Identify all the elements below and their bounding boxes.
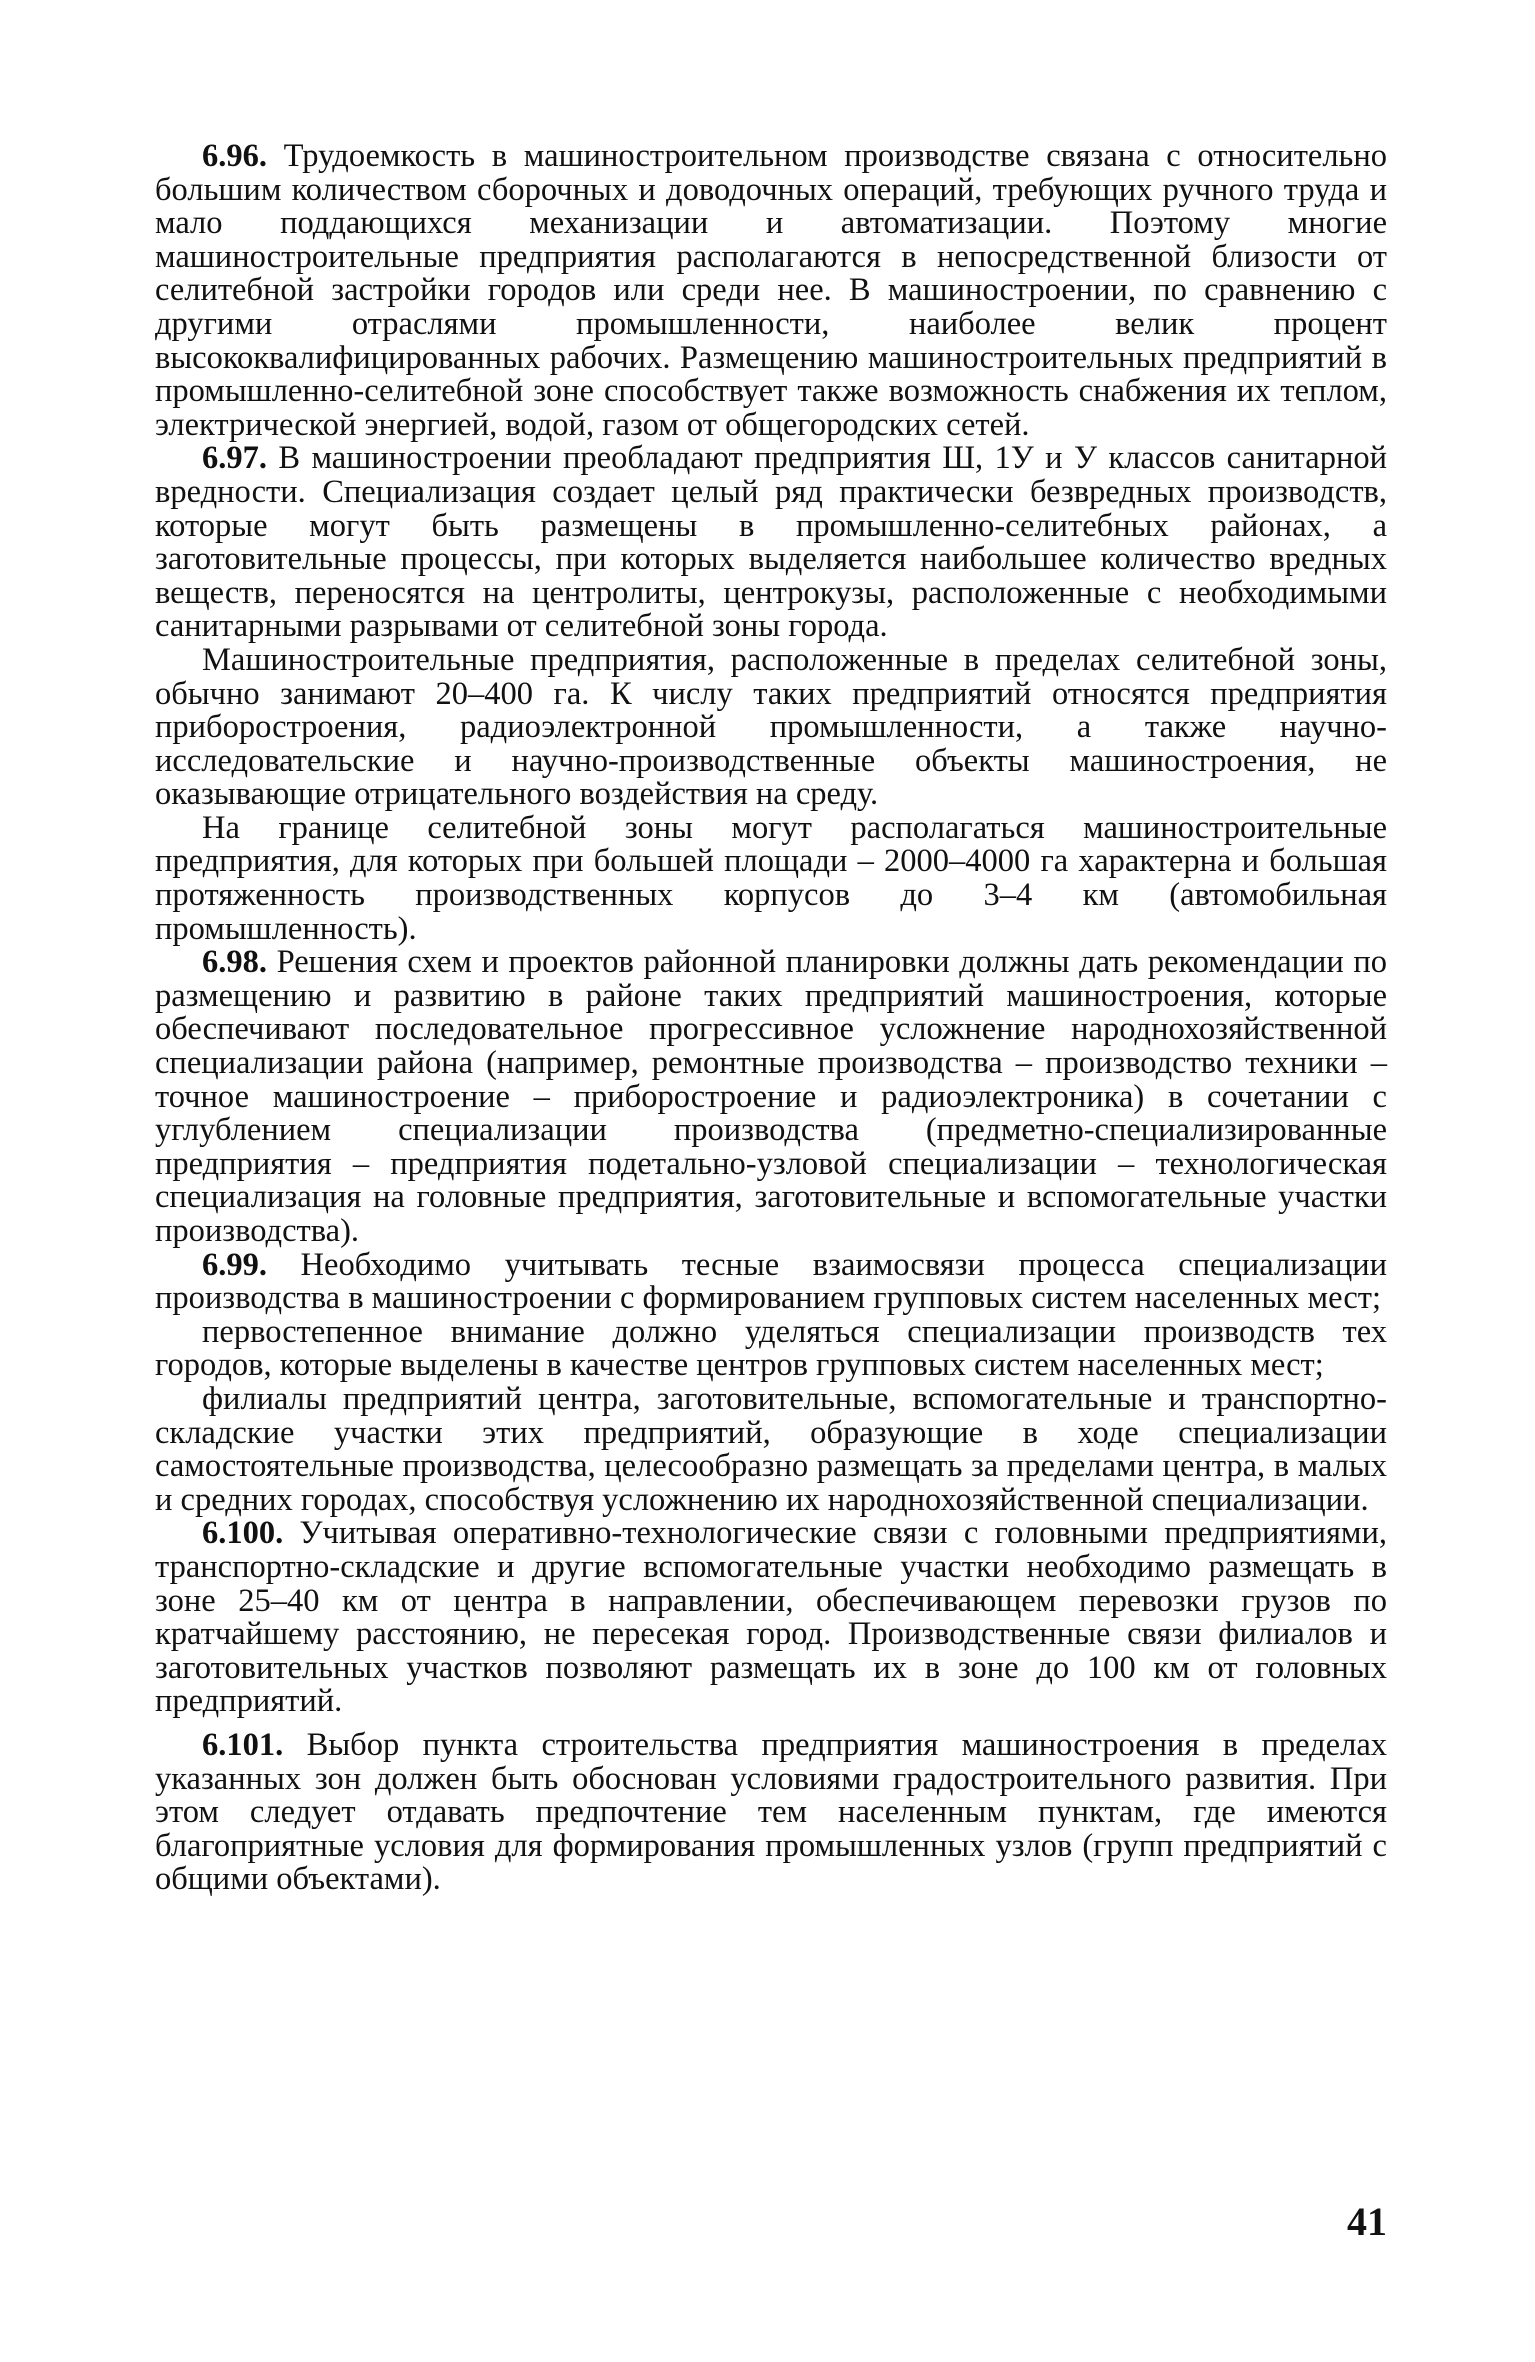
paragraph-text: филиалы предприятий центра, заготовительные, вспомогательные и транспортно-складские участки этих предприятий, образующие в ходе специализации самостоятельные производства, целесообразно размещать за пределами центра, в малых и средних городах, способствуя усложнению их народнохозяйственной специализации. [155,1380,1387,1518]
paragraph-number: 6.100. [202,1515,284,1552]
body-text [155,140,1387,1897]
paragraph-filialy [155,1380,1387,1518]
paragraph-number: 6.97. [202,440,267,477]
paragraph-number: 6.99. [202,1246,267,1283]
paragraph-text: Трудоемкость в машиностроительном производстве связана с относительно большим количеством сборочных и доводочных операций, требующих ручного труда и мало поддающихся механизации и автоматизации. Поэтому многие машиностроительные предприятия располагаются в непосредственной близости от селитебной застройки городов или среди нее. В машиностроении, по сравнению с другими отраслями промышленности, наиболее велик процент высококвалифицированных рабочих. Размещению машиностроительных предприятий в промышленно-селитебной зоне способствует также возможность снабжения их теплом, электрической энергией, водой, газом от общегородских сетей. [155,138,1387,443]
paragraph-6-98 [155,946,1387,1248]
paragraph-text: Выбор пункта строительства предприятия машиностроения в пределах указанных зон должен быть обоснован условиями градостроительного развития. При этом следует отдавать предпочтение тем населенным пунктам, где имеются благоприятные условия для формирования промышленных узлов (групп предприятий с общими объектами). [155,1726,1387,1898]
paragraph-pervostepennoe [155,1313,1387,1384]
paragraph-number: 6.98. [202,944,267,981]
paragraph-text: первостепенное внимание должно уделяться специализации производств тех городов, которые выделены в качестве центров групповых систем населенных мест; [155,1313,1387,1384]
paragraph-text: Необходимо учитывать тесные взаимосвязи процесса специализации производства в машиностроении с формированием групповых систем населенных мест; [155,1246,1387,1317]
paragraph-text: В машиностроении преобладают предприятия Ш, 1У и У классов санитарной вредности. Специализация создает целый ряд практически безвредных производств, которые могут быть размещены в промышленно-селитебных районах, а заготовительные процессы, при которых выделяется наибольшее количество вредных веществ, переносятся на центролиты, центрокузы, расположенные с необходимыми санитарными разрывами от селитебной зоны города. [155,440,1387,645]
paragraph-granitsa-zony [155,809,1387,947]
paragraph-6-101 [155,1726,1387,1898]
paragraph-text: На границе селитебной зоны могут располагаться машиностроительные предприятия, для которых при большей площади – 2000–4000 га характерна и большая протяженность производственных корпусов до 3–4 км (автомобильная промышленность). [155,809,1387,947]
paragraph-text: Решения схем и проектов районной планировки должны дать рекомендации по размещению и развитию в районе таких предприятий машиностроения, которые обеспечивают последовательное прогрессивное усложнение народнохозяйственной специализации района (например, ремонтные производства – производство техники – точное машиностроение – приборостроение и радиоэлектроника) в сочетании с углублением специализации производства (предметно-специализированные предприятия – предприятия подетально-узловой специализации – технологическая специализация на головные предприятия, заготовительные и вспомогательные участки производства). [155,944,1387,1249]
paragraph-6-100 [155,1517,1387,1719]
paragraph-text: Учитывая оперативно-технологические связи с головными предприятиями, транспортно-складские и другие вспомогательные участки необходимо размещать в зоне 25–40 км от центра в направлении, обеспечивающем перевозки грузов по кратчайшему расстоянию, не пересекая город. Производственные связи филиалов и заготовительных участков позволяют размещать их в зоне до 100 км от головных предприятий. [155,1515,1387,1720]
paragraph-6-96 [155,140,1387,442]
paragraph-text: Машиностроительные предприятия, расположенные в пределах селитебной зоны, обычно занимают 20–400 га. К числу таких предприятий относятся предприятия приборостроения, радиоэлектронной промышленности, а также научно-исследовательские и научно-производственные объекты машиностроения, не оказывающие отрицательного воздействия на среду. [155,641,1387,813]
paragraph-number: 6.96. [202,138,267,174]
paragraph-6-97 [155,442,1387,644]
paragraph-6-99 [155,1246,1387,1317]
paragraph-selitebnaya-zona [155,641,1387,813]
paragraph-number: 6.101. [202,1726,284,1763]
page-number: 41 [1347,2199,1387,2244]
